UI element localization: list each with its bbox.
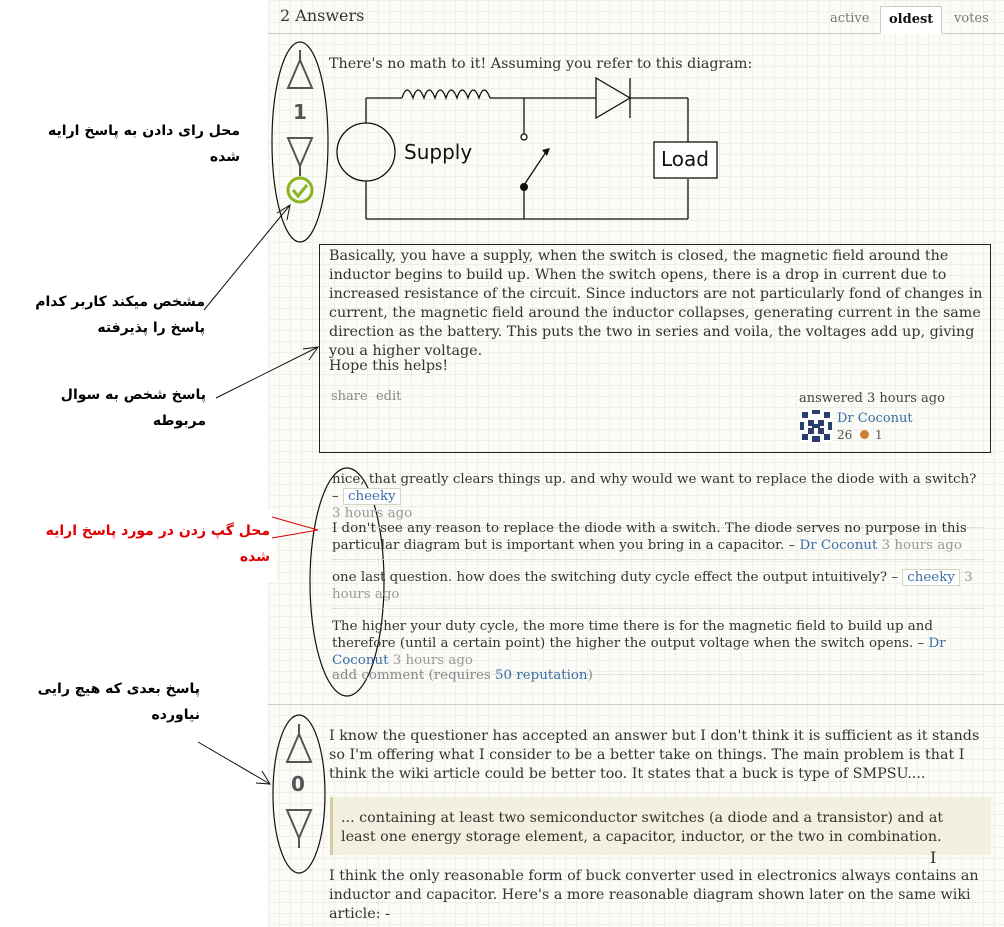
- answered-meta: [799, 391, 945, 406]
- annotation-answer: پاسخ شخص به سوال مربوطه: [60, 387, 206, 429]
- add-comment[interactable]: add comment (requires 50 reputation): [332, 668, 593, 683]
- badge-count: 1: [874, 428, 883, 442]
- comment-time: 3 hours ago: [392, 653, 473, 668]
- comment-time: 3 hours ago: [881, 538, 962, 553]
- tab-oldest[interactable]: oldest: [880, 6, 942, 34]
- answered-time: 3 hours ago: [867, 391, 945, 406]
- accepted-check-icon: [288, 178, 312, 202]
- annotation-box-blank: [64, 226, 108, 256]
- bronze-badge-icon: [860, 430, 869, 439]
- answers-count-heading: 2 Answers: [280, 6, 365, 25]
- upvote-icon[interactable]: [287, 724, 311, 762]
- rep-score: 26: [837, 428, 853, 442]
- circuit-diagram: [336, 72, 726, 224]
- comment-user-link[interactable]: Dr Coconut: [332, 636, 946, 668]
- load-label: Load: [661, 147, 709, 171]
- answered-label: answered: [799, 391, 863, 406]
- text-cursor-icon: I: [930, 848, 937, 867]
- annotation-vote: محل رای دادن به پاسخ ارایه شده: [48, 123, 240, 165]
- reputation-link[interactable]: 50 reputation: [495, 668, 588, 683]
- downvote-icon[interactable]: [288, 138, 312, 176]
- comment-user-link[interactable]: cheeky: [902, 569, 960, 586]
- upvote-icon[interactable]: [288, 50, 312, 88]
- user-avatar[interactable]: [800, 410, 832, 442]
- answer-user-name[interactable]: Dr Coconut: [837, 411, 913, 426]
- vote-count-1: 1: [293, 100, 307, 124]
- answer1-closing: Hope this helps!: [329, 358, 449, 374]
- answer2-blockquote: ... containing at least two semiconductor switches (a diode and a transistor) and at least one energy storage element, a capacitor, inductor, or the two in combination.: [341, 810, 944, 845]
- comment-time: 3 hours ago: [332, 506, 413, 521]
- annotation-next: پاسخ بعدی که هیچ رایی نیاورده: [37, 681, 200, 723]
- comment-1: nice, that greatly clears things up. and why would we want to replace the diode with a switch? – cheeky 3 hours ago: [332, 471, 984, 528]
- user-reputation: [837, 428, 883, 442]
- downvote-icon[interactable]: [287, 810, 311, 848]
- post-menu: [331, 389, 401, 404]
- vote-column-2: [270, 714, 330, 878]
- share-link[interactable]: share: [331, 389, 368, 404]
- answer-divider: [268, 704, 1004, 705]
- edit-link[interactable]: edit: [375, 389, 402, 404]
- comment-user-link[interactable]: Dr Coconut: [799, 538, 878, 553]
- answer1-intro: There's no math to it! Assuming you refer to this diagram:: [329, 56, 753, 72]
- comment-user-link[interactable]: cheeky: [343, 488, 401, 505]
- answer2-paragraph-1: I know the questioner has accepted an answer but I don't think it is sufficient as it stands so I'm offering what I consider to be a better take on things. The main problem is that I think the wiki article could be better too. It states that a buck is type of SMPSU....: [329, 728, 980, 782]
- annotation-accepted: مشخص میکند کاربر کدام پاسخ را پذیرفته: [35, 294, 205, 336]
- comment-time: 3 hours ago: [332, 570, 973, 602]
- tab-active[interactable]: active: [830, 11, 870, 26]
- comment-3: one last question. how does the switching duty cycle effect the output intuitively? – cheeky 3 hours ago: [332, 569, 984, 609]
- supply-label: Supply: [404, 140, 473, 164]
- arrow-next: [198, 742, 270, 784]
- answer2-paragraph-2: I think the only reasonable form of buck converter used in electronics always contains an inductor and capacitor. Here's a more reasonable diagram shown later on the same wiki article: -: [329, 868, 979, 922]
- vote-count-2: 0: [291, 772, 305, 796]
- comment-2: I don't see any reason to replace the diode with a switch. The diode serves no purpose in this particular diagram but is important when you bring in a capacitor. – Dr Coconut 3 hours ago: [332, 520, 984, 560]
- tab-votes[interactable]: votes: [954, 11, 989, 26]
- comment-4: The higher your duty cycle, the more time there is for the magnetic field to build up and therefore (until a certain point) the higher the output voltage when the switch opens. – Dr Coconut 3 hours ago: [332, 618, 984, 675]
- answer1-body: Basically, you have a supply, when the switch is closed, the magnetic field around the inductor begins to build up. When the switch opens, there is a drop in current due to increased resistance of the circuit. Since inductors are not particularly fond of changes in current, the magnetic field around the inductor collapses, generating current in the same direction as the battery. This puts the two in series and voila, the voltages add up, giving you a higher voltage.: [329, 248, 983, 359]
- annotation-comments: محل گپ زدن در مورد پاسخ ارایه شده: [45, 523, 270, 565]
- annotation-ellipse: [272, 42, 328, 242]
